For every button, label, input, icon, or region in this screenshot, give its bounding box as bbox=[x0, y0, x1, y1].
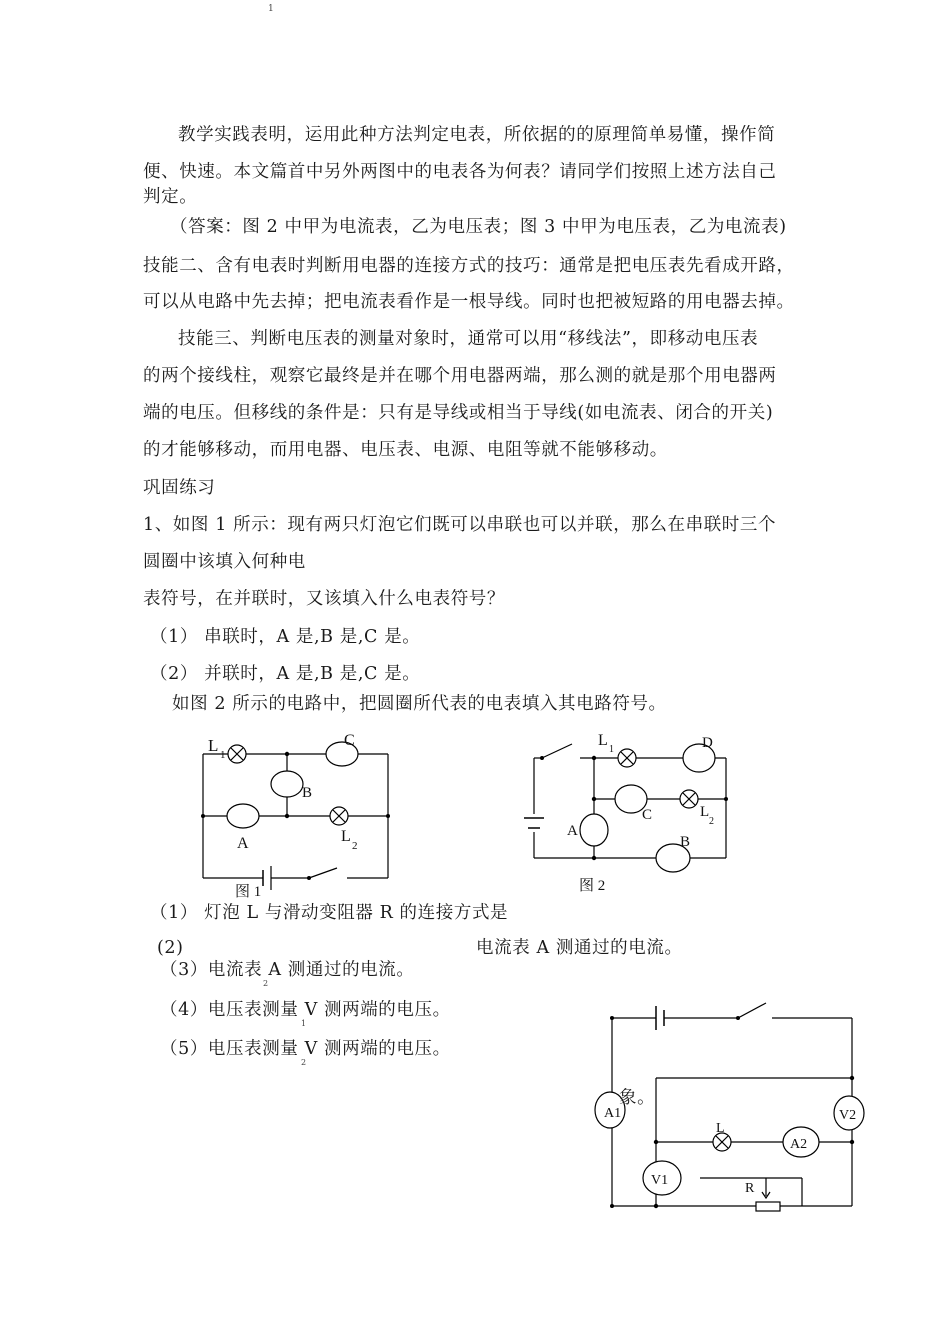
fig3-label-A1: A1 bbox=[604, 1106, 622, 1121]
page-number: 1 bbox=[268, 4, 274, 14]
skill-2-line-1: 技能二、含有电表时判断用电器的连接方式的技巧：通常是把电压表先看成开路， bbox=[143, 256, 795, 276]
paragraph-1-line-3: 判定。 bbox=[143, 187, 198, 207]
sub-question-1: （1） 灯泡 L 与滑动变阻器 R 的连接方式是 bbox=[150, 903, 509, 923]
fig2-caption: 图 2 bbox=[579, 878, 606, 894]
fig1-label-C: C bbox=[344, 732, 355, 749]
question-1-line-1: 1、如图 1 所示：现有两只灯泡它们既可以串联也可以并联，那么在串联时三个 bbox=[143, 515, 777, 535]
circuit-figure-2 bbox=[520, 728, 740, 898]
fig1-label-L2: L bbox=[341, 828, 351, 845]
fig3-label-A2: A2 bbox=[790, 1137, 808, 1152]
circuit-figure-1 bbox=[195, 728, 405, 898]
question-2: 如图 2 所示的电路中，把圆圈所代表的电表填入其电路符号。 bbox=[172, 694, 667, 714]
sub-question-5: （5）电压表测量 V 测两端的电压。 bbox=[160, 1039, 451, 1059]
sub-question-2-number: (2) bbox=[157, 938, 184, 958]
consolidate-heading: 巩固练习 bbox=[143, 478, 216, 498]
fig2-label-L2: L bbox=[700, 804, 710, 820]
skill-3-line-1: 技能三、判断电压表的测量对象时，通常可以用“移线法”，即移动电压表 bbox=[178, 329, 759, 349]
fig2-label-L1: L bbox=[598, 732, 608, 749]
fig1-label-L1: L bbox=[208, 736, 219, 755]
question-1-part-1: （1） 串联时，A 是,B 是,C 是。 bbox=[150, 627, 421, 647]
fig1-label-A: A bbox=[237, 835, 249, 852]
sub-question-2-text: 电流表 A 测通过的电流。 bbox=[476, 938, 683, 958]
fig2-label-L1-sub: 1 bbox=[609, 744, 614, 755]
fig1-caption: 图 1 bbox=[235, 884, 262, 900]
fig3-label-R: R bbox=[745, 1181, 755, 1196]
fig3-label-L: L bbox=[716, 1121, 725, 1136]
fig2-label-D: D bbox=[702, 735, 713, 751]
question-1-line-2: 圆圈中该填入何种电 bbox=[143, 552, 306, 572]
sub-question-3-subscript: 2 bbox=[263, 979, 269, 988]
paragraph-1-line-1: 教学实践表明，运用此种方法判定电表，所依据的的原理简单易懂，操作简 bbox=[178, 125, 776, 145]
fig2-label-C: C bbox=[642, 807, 653, 823]
sub-question-4: （4）电压表测量 V 测两端的电压。 bbox=[160, 1000, 451, 1020]
question-1-part-2: （2） 并联时，A 是,B 是,C 是。 bbox=[150, 664, 421, 684]
skill-2-line-2: 可以从电路中先去掉；把电流表看作是一根导线。同时也把被短路的用电器去掉。 bbox=[143, 292, 795, 312]
fig2-label-B: B bbox=[680, 834, 691, 850]
fig1-label-L1-sub: 1 bbox=[220, 749, 226, 761]
fig3-label-V1: V1 bbox=[651, 1173, 669, 1188]
fig1-label-B: B bbox=[302, 785, 313, 801]
overlapping-text-fragment: 象。 bbox=[619, 1088, 656, 1108]
fig2-label-A: A bbox=[567, 823, 578, 839]
sub-question-4-subscript: 1 bbox=[301, 1019, 307, 1028]
skill-3-line-2: 的两个接线柱，观察它最终是并在哪个用电器两端，那么测的就是那个用电器两 bbox=[143, 366, 777, 386]
answer-line: （答案：图 2 中甲为电流表，乙为电压表；图 3 中甲为电压表，乙为电流表) bbox=[170, 217, 787, 237]
paragraph-1-line-2: 便、快速。本文篇首中另外两图中的电表各为何表？请同学们按照上述方法自己 bbox=[143, 162, 777, 182]
fig3-label-V2: V2 bbox=[839, 1108, 857, 1123]
fig2-label-L2-sub: 2 bbox=[709, 816, 714, 827]
question-1-line-3: 表符号，在并联时，又该填入什么电表符号？ bbox=[143, 589, 505, 609]
sub-question-5-subscript: 2 bbox=[301, 1058, 307, 1067]
fig1-label-L2-sub: 2 bbox=[352, 840, 358, 852]
skill-3-line-3: 端的电压。但移线的条件是：只有是导线或相当于导线(如电流表、闭合的开关) bbox=[143, 403, 774, 423]
skill-3-line-4: 的才能够移动，而用电器、电压表、电源、电阻等就不能够移动。 bbox=[143, 440, 668, 460]
sub-question-3: （3）电流表 A 测通过的电流。 bbox=[160, 960, 415, 980]
